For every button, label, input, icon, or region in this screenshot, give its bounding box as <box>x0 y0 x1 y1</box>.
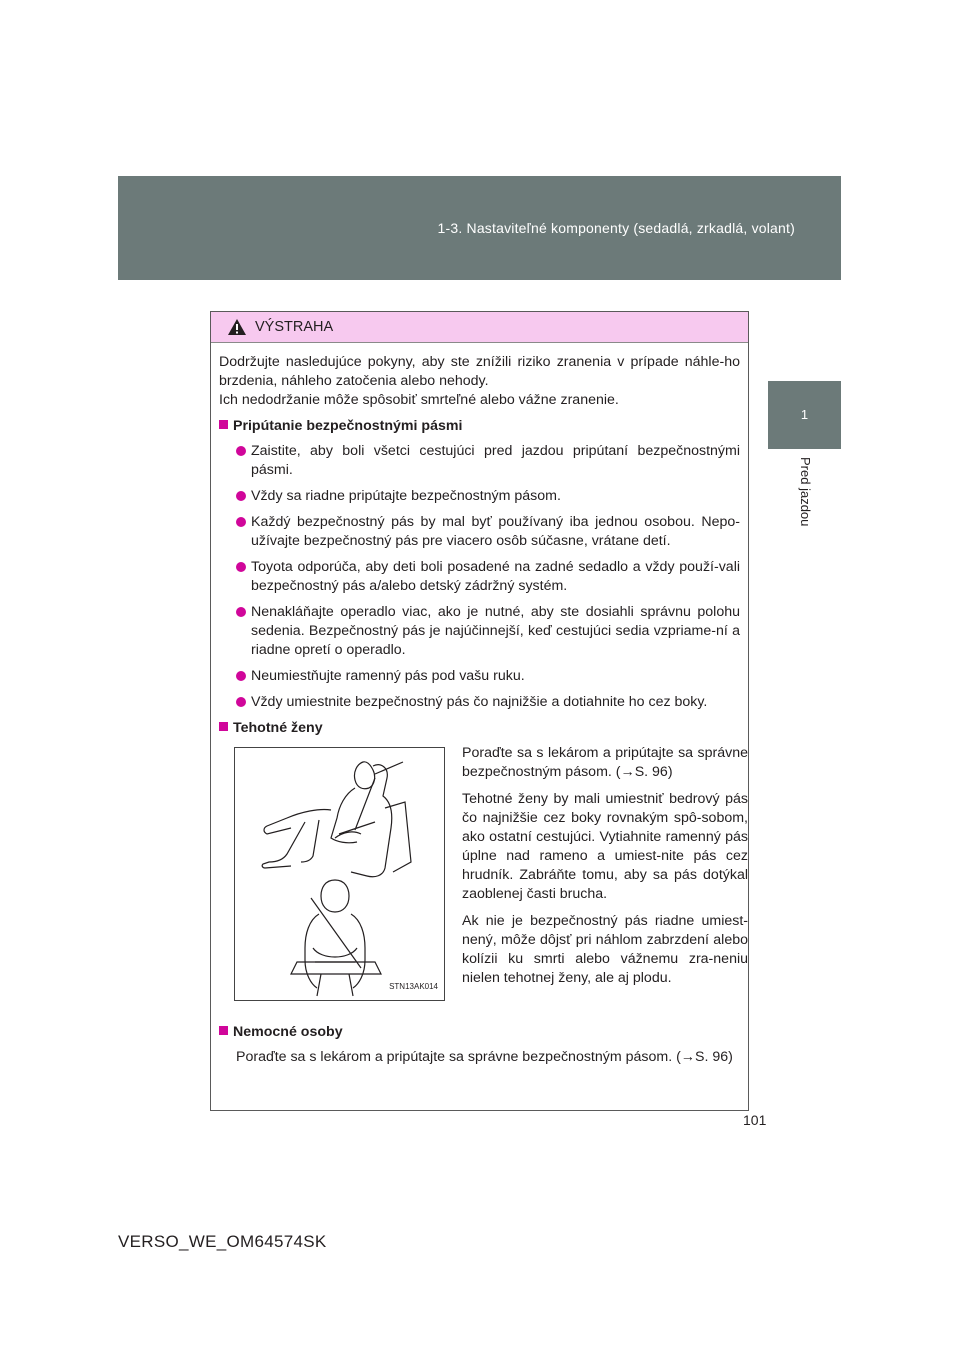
list-item <box>236 513 740 551</box>
list-item <box>236 693 740 712</box>
section-heading-text: Tehotné ženy <box>233 720 323 736</box>
pregnant-para-3: Ak nie je bezpečnostný pás riadne umiest-nený, môže dôjsť pri náhlom zabrzdení alebo kolízii ku smrti alebo vážnemu zra-neniu nielen tehotnej ženy, ale aj plodu. <box>462 913 748 986</box>
figure-code: STN13AK014 <box>389 982 438 991</box>
bullet-dot-icon <box>236 697 246 707</box>
list-item <box>236 487 740 506</box>
warning-title: VÝSTRAHA <box>255 319 334 335</box>
page-number: 101 <box>743 1112 767 1128</box>
section-square-icon <box>219 722 228 731</box>
list-item-text: Neumiestňujte ramenný pás pod vašu ruku. <box>251 668 525 684</box>
pregnant-section <box>219 744 748 1019</box>
side-tab-label <box>768 449 841 569</box>
section-square-icon <box>219 420 228 429</box>
header-band <box>118 176 841 280</box>
section-heading-pregnant <box>219 719 740 738</box>
section-heading-text: Nemocné osoby <box>233 1024 343 1040</box>
list-item <box>236 442 740 480</box>
warning-content <box>211 343 748 1067</box>
bullet-dot-icon <box>236 517 246 527</box>
bullet-dot-icon <box>236 446 246 456</box>
list-item-text: Každý bezpečnostný pás by mal byť používaný iba jednou osobou. Nepo-užívajte bezpečnostný pás pre viacero osôb súčasne, vrátane detí. <box>251 514 740 549</box>
sick-text: Poraďte sa s lekárom a pripútajte sa správne bezpečnostným pásom. (→S. 96) <box>236 1049 733 1065</box>
pregnant-para-2: Tehotné ženy by mali umiestniť bedrový pás čo najnižšie cez boky rovnakým spô-sobom, ako ostatní cestujúci. Vytiahnite ramenný pás úplne nad rameno a umiest-nite pás cez hrudník. Zabráňte tomu, aby sa pás dotýkal zaoblenej časti brucha. <box>462 791 748 902</box>
side-tab-number: 1 <box>768 381 841 449</box>
warning-triangle-icon <box>227 318 247 336</box>
intro-text-1: Dodržujte nasledujúce pokyny, aby ste znížili riziko zranenia v prípade náhle-ho brzdenia, náhleho zatočenia alebo nehody. <box>219 354 740 389</box>
list-item <box>236 667 740 686</box>
section-heading-belts <box>219 417 740 436</box>
warning-box <box>210 311 749 1111</box>
illustration-drawing <box>235 748 444 1000</box>
section-heading-sick <box>219 1023 740 1042</box>
section-square-icon <box>219 1026 228 1035</box>
section-heading-text: Pripútanie bezpečnostnými pásmi <box>233 418 463 434</box>
list-item-text: Nenakláňajte operadlo viac, ako je nutné, aby ste dosiahli správnu polohu sedenia. Bezpečnostný pás je najúčinnejší, keď cestujúci sedia vzpriame-ní a riadne opretí o operadlo. <box>251 604 740 658</box>
list-item <box>236 558 740 596</box>
pregnant-text <box>462 744 748 996</box>
warning-header <box>211 312 748 343</box>
intro-text-2: Ich nedodržanie môže spôsobiť smrteľné alebo vážne zranenie. <box>219 392 619 408</box>
list-item-text: Zaistite, aby boli všetci cestujúci pred jazdou pripútaní bezpečnostnými pásmi. <box>251 443 740 478</box>
list-item-text: Vždy umiestnite bezpečnostný pás čo najnižšie a dotiahnite ho cez boky. <box>251 694 708 710</box>
bullet-dot-icon <box>236 671 246 681</box>
list-item-text: Vždy sa riadne pripútajte bezpečnostným pásom. <box>251 488 561 504</box>
footer-document-code: VERSO_WE_OM64574SK <box>118 1232 327 1251</box>
list-item <box>236 603 740 660</box>
pregnant-para-1: Poraďte sa s lekárom a pripútajte sa správne bezpečnostným pásom. (→S. 96) <box>462 745 748 780</box>
bullet-dot-icon <box>236 491 246 501</box>
chapter-title: 1-3. Nastaviteľné komponenty (sedadlá, zrkadlá, volant) <box>437 220 795 236</box>
bullet-dot-icon <box>236 562 246 572</box>
pregnant-seatbelt-illustration <box>234 747 445 1001</box>
side-tab-label-text: Pred jazdou <box>797 457 813 527</box>
list-item-text: Toyota odporúča, aby deti boli posadené na zadné sedadlo a vždy použí-vali bezpečnostný pás a/alebo detský zádržný systém. <box>251 559 740 594</box>
bullet-dot-icon <box>236 607 246 617</box>
